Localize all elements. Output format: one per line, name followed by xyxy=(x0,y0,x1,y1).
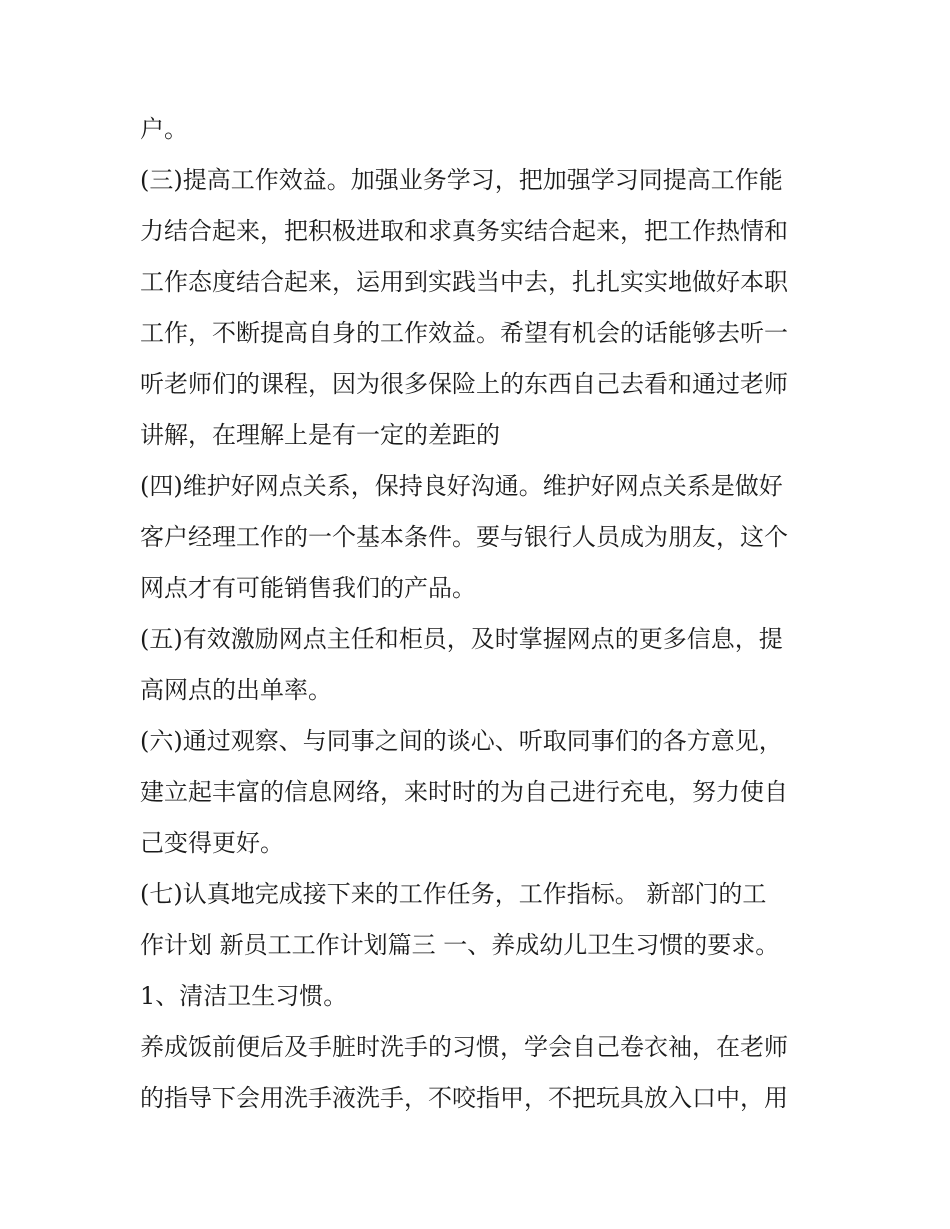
text-line: 己变得更好。 xyxy=(140,829,284,857)
text-line: (七)认真地完成接下来的工作任务，工作指标。 新部门的工 xyxy=(140,880,767,908)
text-line: 1、清洁卫生习惯。 xyxy=(140,982,348,1010)
text-line: 养成饭前便后及手脏时洗手的习惯，学会自己卷衣袖，在老师 xyxy=(140,1033,788,1061)
text-line: 客户经理工作的一个基本条件。要与银行人员成为朋友，这个 xyxy=(140,523,788,551)
text-line: (四)维护好网点关系，保持良好沟通。维护好网点关系是做好 xyxy=(140,472,783,500)
document-body xyxy=(140,104,820,1124)
text-line: 讲解，在理解上是有一定的差距的 xyxy=(140,421,500,449)
text-line: 户。 xyxy=(140,115,188,143)
text-line: 听老师们的课程，因为很多保险上的东西自己去看和通过老师 xyxy=(140,370,788,398)
text-line: (三)提高工作效益。加强业务学习，把加强学习同提高工作能 xyxy=(140,166,783,194)
text-line: (六)通过观察、与同事之间的谈心、听取同事们的各方意见， xyxy=(140,727,783,755)
text-line: 的指导下会用洗手液洗手，不咬指甲，不把玩具放入口中，用 xyxy=(140,1084,788,1112)
text-line: 作计划 新员工工作计划篇三 一、养成幼儿卫生习惯的要求。 xyxy=(140,931,780,959)
text-line: 力结合起来，把积极进取和求真务实结合起来，把工作热情和 xyxy=(140,217,788,245)
text-line: (五)有效激励网点主任和柜员，及时掌握网点的更多信息，提 xyxy=(140,625,783,653)
text-line: 工作态度结合起来，运用到实践当中去，扎扎实实地做好本职 xyxy=(140,268,788,296)
text-line: 工作，不断提高自身的工作效益。希望有机会的话能够去听一 xyxy=(140,319,788,347)
text-line: 高网点的出单率。 xyxy=(140,676,332,704)
text-line: 建立起丰富的信息网络，来时时的为自己进行充电，努力使自 xyxy=(140,778,788,806)
text-line: 网点才有可能销售我们的产品。 xyxy=(140,574,476,602)
